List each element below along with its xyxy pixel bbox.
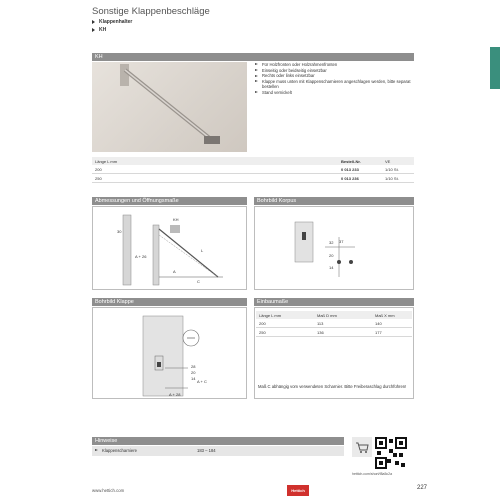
svg-text:28: 28 bbox=[191, 364, 196, 369]
product-photo bbox=[92, 62, 247, 152]
dimensions-drawing bbox=[92, 206, 247, 290]
drill-body-drawing bbox=[254, 206, 414, 290]
panel-title-drill-flap: Bohrbild Klappe bbox=[92, 298, 247, 306]
table-header: Länge L mm Bestell-Nr. VE bbox=[92, 157, 414, 165]
section-bar-kh: KH bbox=[92, 53, 414, 61]
svg-text:A + 28: A + 28 bbox=[169, 392, 181, 397]
feature-item: Einseitig oder beidseitig einsetzbar bbox=[255, 68, 425, 74]
panel-title-drill-body: Bohrbild Korpus bbox=[254, 197, 414, 205]
qr-caption[interactable]: hettich.com/short/f8a5c2a bbox=[352, 472, 393, 476]
feature-list bbox=[255, 62, 425, 96]
svg-text:32: 32 bbox=[329, 240, 334, 245]
table-row: 200 0 013 233 1/10 St. bbox=[92, 165, 414, 174]
chapter-tab bbox=[490, 47, 500, 89]
svg-text:L: L bbox=[201, 248, 204, 253]
table-row: 250 0 013 236 1/10 St. bbox=[92, 174, 414, 183]
svg-text:A: A bbox=[173, 269, 176, 274]
cart-icon bbox=[352, 437, 372, 457]
stay-image bbox=[92, 62, 247, 152]
install-note: Maß C abhängig vom verwendeten Scharnier. Bitte Freiberaschlag durchführen! bbox=[258, 384, 407, 389]
cart-button[interactable] bbox=[352, 437, 372, 457]
svg-text:20: 20 bbox=[191, 370, 196, 375]
footer-url[interactable]: www.hettich.com bbox=[92, 488, 125, 493]
page-title: Sonstige Klappenbeschläge bbox=[92, 6, 210, 17]
hinweise-bar: Hinweise bbox=[92, 437, 344, 445]
table-row: 200 113 140 bbox=[256, 319, 412, 328]
breadcrumb-item-2[interactable]: KH bbox=[92, 27, 106, 33]
feature-item: Rechts oder links einsetzbar bbox=[255, 73, 425, 79]
drill-flap-drawing bbox=[92, 307, 247, 399]
svg-text:KH: KH bbox=[173, 217, 179, 222]
svg-text:14: 14 bbox=[191, 376, 196, 381]
svg-text:37: 37 bbox=[339, 239, 344, 244]
panel-title-dimensions: Abmessungen und Öffnungsmaße bbox=[92, 197, 247, 205]
feature-item: Für Holzfronten oder Holzrahmenfronten bbox=[255, 62, 425, 68]
svg-text:A + C: A + C bbox=[197, 379, 207, 384]
page-number: 227 bbox=[416, 485, 427, 491]
breadcrumb-item-1[interactable]: Klappenhalter bbox=[92, 19, 132, 25]
hettich-logo: Hettich bbox=[287, 485, 309, 496]
table-row: 250 136 177 bbox=[256, 328, 412, 337]
order-table bbox=[92, 157, 414, 183]
feature-item: Stand vernickelt bbox=[255, 90, 425, 96]
chevron-right-icon bbox=[92, 28, 95, 32]
feature-item: Klappe muss unten mit Klappenscharnieren angeschlagen werden, bitte separat bestellen bbox=[255, 79, 425, 90]
svg-text:A + 26: A + 26 bbox=[135, 254, 147, 259]
svg-text:30: 30 bbox=[117, 229, 122, 234]
qr-code[interactable] bbox=[375, 437, 407, 469]
table-header: Länge L mm Maß D mm Maß X mm bbox=[256, 311, 412, 319]
qr-icon bbox=[375, 437, 407, 469]
hinweise-row[interactable]: Klappenscharniere 183 – 184 bbox=[92, 446, 344, 456]
svg-text:C: C bbox=[197, 279, 200, 284]
chevron-right-icon bbox=[95, 449, 98, 451]
svg-text:20: 20 bbox=[329, 253, 334, 258]
svg-text:14: 14 bbox=[329, 265, 334, 270]
install-table bbox=[256, 311, 412, 337]
panel-title-install: Einbaumaße bbox=[254, 298, 414, 306]
chevron-right-icon bbox=[92, 20, 95, 24]
